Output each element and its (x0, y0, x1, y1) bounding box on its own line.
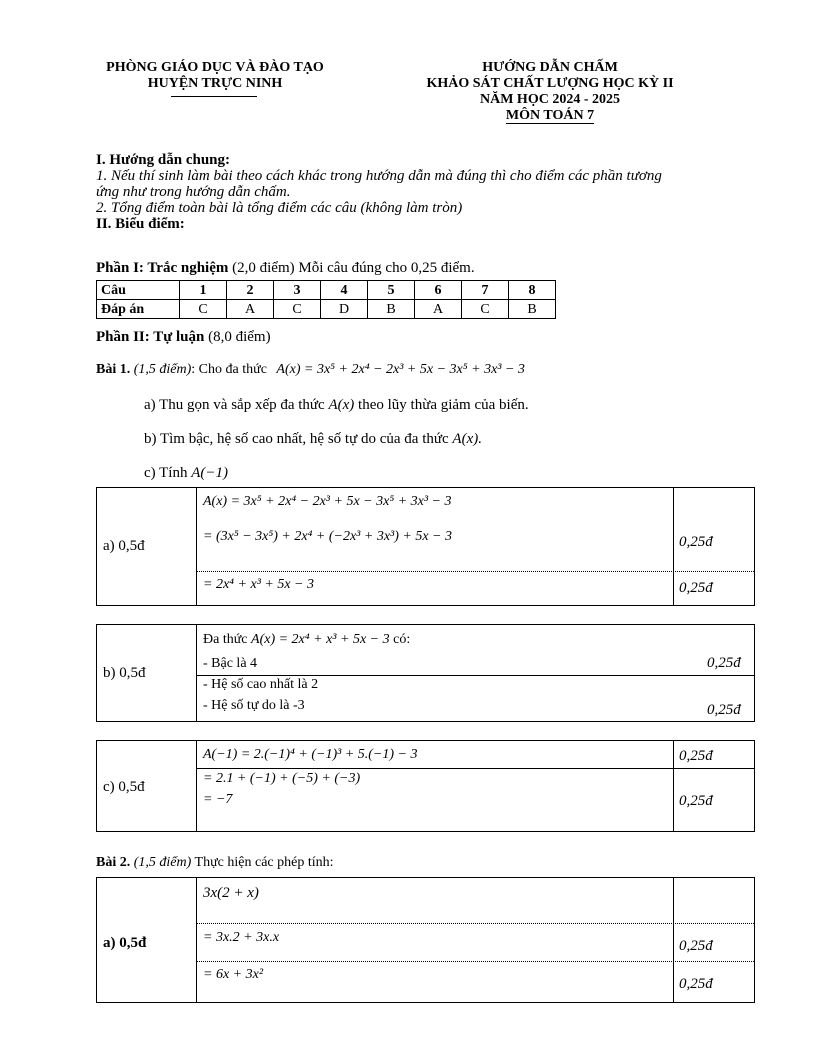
question-a-variable: A(x) (328, 397, 355, 413)
solution-bai2-a-label: a) 0,5đ (103, 935, 147, 951)
bai2-intro: Thực hiện các phép tính: (191, 855, 334, 870)
answer-table-row-answers (97, 300, 556, 319)
question-c-text: c) Tính (144, 465, 188, 481)
answer-value: C (180, 300, 227, 319)
bai1-question-a (144, 397, 529, 414)
header-right-line2: KHẢO SÁT CHẤT LƯỢNG HỌC KỲ II (426, 76, 674, 91)
question-c-variable: A(−1) (191, 465, 228, 481)
part2-title: Phần II: Tự luận (96, 329, 205, 345)
section1-note1-line2: ứng như trong hướng dẫn chấm. (96, 184, 291, 200)
subject-title: MÔN TOÁN 7 (505, 108, 595, 123)
answer-value: B (509, 300, 556, 319)
header-right-line4 (400, 108, 700, 124)
solution-table-c (96, 740, 755, 832)
question-number: 2 (227, 281, 274, 300)
header-left-line1: PHÒNG GIÁO DỤC VÀ ĐÀO TẠO (106, 60, 324, 75)
part2-description: (8,0 điểm) (204, 329, 271, 345)
question-number: 7 (462, 281, 509, 300)
solution-b-points-2: 0,25đ (707, 702, 741, 718)
answer-value: D (321, 300, 368, 319)
solution-table-b (96, 624, 755, 722)
part2-heading (96, 329, 271, 346)
solution-b-label: b) 0,5đ (103, 665, 146, 681)
solution-b-line3: - Hệ số cao nhất là 2 (203, 677, 319, 692)
question-a-end: theo lũy thừa giảm của biến. (358, 397, 529, 413)
solution-b-line2: - Bậc là 4 (203, 656, 258, 671)
solution-b-line4: - Hệ số tự do là -3 (203, 698, 305, 713)
solution-c-line1: A(−1) = 2.(−1)⁴ + (−1)³ + 5.(−1) − 3 (203, 747, 418, 762)
header-left-line2: HUYỆN TRỰC NINH (147, 76, 283, 91)
answer-value: B (368, 300, 415, 319)
question-number: 3 (274, 281, 321, 300)
bai1-points: (1,5 điểm) (133, 362, 192, 377)
header-right-line1: HƯỚNG DẪN CHẤM (482, 60, 618, 75)
header-left-underline (171, 96, 257, 97)
solution-bai2-a-points-2: 0,25đ (679, 976, 713, 992)
solution-bai2-a-line1: 3x(2 + x) (203, 885, 259, 901)
bai1-heading (96, 362, 525, 378)
solution-a-line1: A(x) = 3x⁵ + 2x⁴ − 2x³ + 5x − 3x⁵ + 3x³ − 3 (203, 494, 452, 509)
solution-table-bai2-a (96, 877, 755, 1003)
section2-title: II. Biểu điểm: (96, 216, 185, 232)
answer-table (96, 280, 556, 319)
solution-table-a (96, 487, 755, 606)
bai1-formula: A(x) = 3x⁵ + 2x⁴ − 2x³ + 5x − 3x⁵ + 3x³ − 3 (276, 362, 525, 377)
header-right-line3: NĂM HỌC 2024 - 2025 (480, 92, 620, 107)
solution-b-line1-prefix: Đa thức (203, 632, 248, 647)
section1-title: I. Hướng dẫn chung: (96, 152, 231, 168)
bai1-intro: : Cho đa thức (191, 362, 267, 377)
part1-title: Phần I: Trắc nghiệm (96, 260, 229, 276)
answer-value: A (227, 300, 274, 319)
solution-b-line1-suffix: có: (393, 632, 411, 647)
question-b-variable: A(x). (452, 431, 482, 447)
solution-a-line3: = 2x⁴ + x³ + 5x − 3 (203, 577, 314, 592)
solution-b-points-1: 0,25đ (707, 655, 741, 671)
bai1-label: Bài 1. (96, 362, 131, 377)
solution-c-label: c) 0,5đ (103, 779, 145, 795)
question-number: 5 (368, 281, 415, 300)
answer-value: A (415, 300, 462, 319)
bai2-label: Bài 2. (96, 855, 131, 870)
solution-c-points-2: 0,25đ (679, 793, 713, 809)
question-number: 6 (415, 281, 462, 300)
answer-table-header-answer: Đáp án (97, 300, 180, 319)
answer-table-row-questions (97, 281, 556, 300)
question-number: 1 (180, 281, 227, 300)
answer-table-header-question: Câu (97, 281, 180, 300)
question-b-text: b) Tìm bậc, hệ số cao nhất, hệ số tự do của đa thức (144, 431, 449, 447)
solution-bai2-a-line3: = 6x + 3x² (203, 967, 264, 982)
solution-bai2-a-line2: = 3x.2 + 3x.x (203, 930, 280, 945)
bai2-heading (96, 855, 334, 871)
solution-b-line1 (203, 632, 410, 648)
solution-a-points-1: 0,25đ (679, 534, 713, 550)
part1-description: (2,0 điểm) Mỗi câu đúng cho 0,25 điểm. (228, 260, 475, 276)
bai1-question-b (144, 431, 482, 448)
solution-a-line2: = (3x⁵ − 3x⁵) + 2x⁴ + (−2x³ + 3x³) + 5x − 3 (203, 529, 453, 544)
solution-c-line3: = −7 (203, 792, 233, 807)
question-number: 4 (321, 281, 368, 300)
question-number: 8 (509, 281, 556, 300)
answer-value: C (462, 300, 509, 319)
answer-value: C (274, 300, 321, 319)
section1-note2: 2. Tổng điểm toàn bài là tổng điểm các câu (không làm tròn) (96, 200, 463, 216)
solution-c-points-1: 0,25đ (679, 748, 713, 764)
section1-note1-line1: 1. Nếu thí sinh làm bài theo cách khác trong hướng dẫn mà đúng thì cho điểm các phần tương (96, 168, 662, 184)
part1-heading (96, 260, 475, 277)
solution-c-line2: = 2.1 + (−1) + (−5) + (−3) (203, 771, 361, 786)
bai2-points: (1,5 điểm) (133, 855, 192, 870)
solution-a-points-2: 0,25đ (679, 580, 713, 596)
solution-b-line1-formula: A(x) = 2x⁴ + x³ + 5x − 3 (251, 632, 390, 647)
solution-a-label: a) 0,5đ (103, 538, 145, 554)
solution-bai2-a-points-1: 0,25đ (679, 938, 713, 954)
bai1-question-c (144, 465, 228, 482)
question-a-text: a) Thu gọn và sắp xếp đa thức (144, 397, 325, 413)
